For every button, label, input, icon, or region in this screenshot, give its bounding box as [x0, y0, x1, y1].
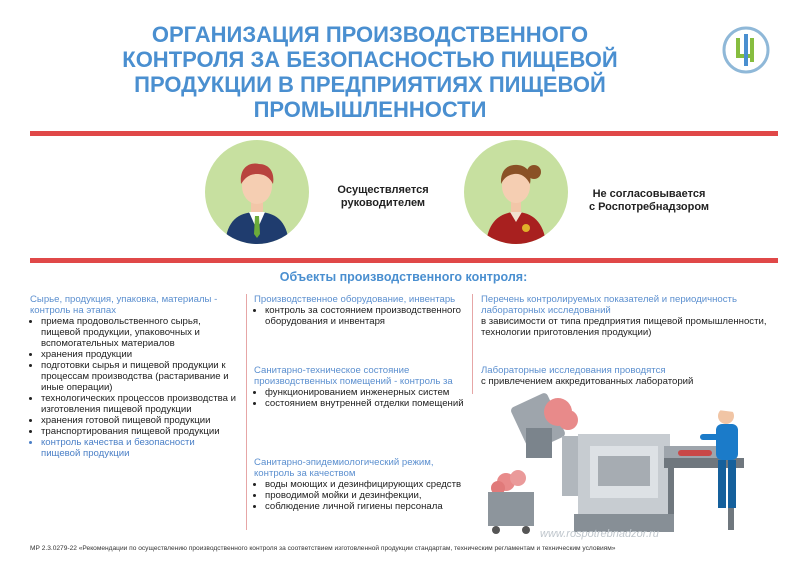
- col3-block2-text: с привлечением аккредитованных лабораторий: [481, 376, 694, 387]
- column-lab-research: [481, 365, 771, 387]
- column-lab-indicators: [481, 294, 771, 338]
- top-divider: [30, 131, 778, 136]
- column-sanitary-tech: [254, 365, 466, 409]
- col2-block3-item: • соблюдение личной гигиены персонала: [265, 501, 474, 512]
- col2-block3-item: • воды моющих и дезинфицирующих средств: [265, 479, 474, 490]
- col1-item: • хранения готовой пищевой продукции: [41, 415, 236, 426]
- col1-highlight-item: • контроль качества и безопасности пищевой продукции: [41, 437, 236, 459]
- meat-processing-illustration: [478, 388, 778, 540]
- col3-block2-heading: Лабораторные исследования проводятся: [481, 365, 666, 376]
- manager-illustration: [205, 140, 309, 244]
- rospotrebnadzor-logo-icon: [722, 26, 770, 74]
- left-caption: [318, 184, 448, 210]
- col2-block2-item: • состоянием внутренней отделки помещений: [265, 398, 466, 409]
- col2-block1-heading: Производственное оборудование, инвентарь: [254, 294, 456, 305]
- meat-bin-icon: [488, 492, 534, 534]
- footer-reference: МР 2.3.0279-22 «Рекомендации по осуществлению производственного контроля за соответствием изготовленной продукции стандартам, техническим регламентам и техническим условиям»: [30, 545, 616, 552]
- col2-block2-list: [254, 387, 466, 409]
- col2-block3-item: • проводимой мойки и дезинфекции,: [265, 490, 474, 501]
- watermark: www.rospotrebnadzor.ru: [540, 528, 659, 540]
- col1-item: • технологических процессов производства и изготовления пищевой продукции: [41, 393, 236, 415]
- col2-block1-item: • контроль за состоянием производственного оборудования и инвентаря: [265, 305, 466, 327]
- col1-list: [30, 316, 236, 459]
- inspector-illustration: [464, 140, 568, 244]
- title-line-2: КОНТРОЛЯ ЗА БЕЗОПАСНОСТЬЮ ПИЩЕВОЙ: [122, 47, 618, 72]
- col1-item: • транспортирования пищевой продукции: [41, 426, 236, 437]
- title-line-3: ПРОДУКЦИИ В ПРЕДПРИЯТИЯХ ПИЩЕВОЙ: [134, 72, 606, 97]
- page-title: [40, 22, 700, 122]
- col2-block1-list: [254, 305, 466, 327]
- column-separator: [472, 294, 473, 394]
- middle-divider: [30, 258, 778, 263]
- column-separator: [246, 294, 247, 530]
- right-caption-text: Не согласовывается с Роспотребнадзором: [588, 188, 710, 213]
- col3-block1-heading: Перечень контролируемых показателей и периодичность лабораторных исследований: [481, 294, 737, 316]
- col2-block2-item: • функционированием инженерных систем: [265, 387, 466, 398]
- column-raw-materials: [30, 294, 236, 459]
- col2-block3-list: [254, 479, 474, 512]
- col3-block1-text: в зависимости от типа предприятия пищевой промышленности, технологии приготовления продукции): [481, 316, 767, 338]
- col1-heading: Сырье, продукция, упаковка, материалы - контроль на этапах: [30, 294, 218, 316]
- col2-block3-heading: Санитарно-эпидемиологический режим, контроль за качеством: [254, 457, 434, 479]
- col2-block2-heading: Санитарно-техническое состояние производственных помещений - контроль за: [254, 365, 453, 387]
- col1-item: • приема продовольственного сырья, пищевой продукции, упаковочных и вспомогательных материалов: [41, 316, 236, 349]
- right-caption: [574, 188, 724, 214]
- column-equipment: [254, 294, 466, 327]
- col1-item: • подготовки сырья и пищевой продукции к процессам производства (растаривание и иные операции): [41, 360, 236, 393]
- column-sanitary-epid: [254, 457, 474, 512]
- col1-item: • хранения продукции: [41, 349, 236, 360]
- left-caption-text: Осуществляется руководителем: [337, 184, 429, 209]
- section-subtitle: Объекты производственного контроля:: [279, 270, 528, 284]
- title-line-4: ПРОМЫШЛЕННОСТИ: [253, 97, 487, 122]
- title-line-1: ОРГАНИЗАЦИЯ ПРОИЗВОДСТВЕННОГО: [151, 22, 589, 47]
